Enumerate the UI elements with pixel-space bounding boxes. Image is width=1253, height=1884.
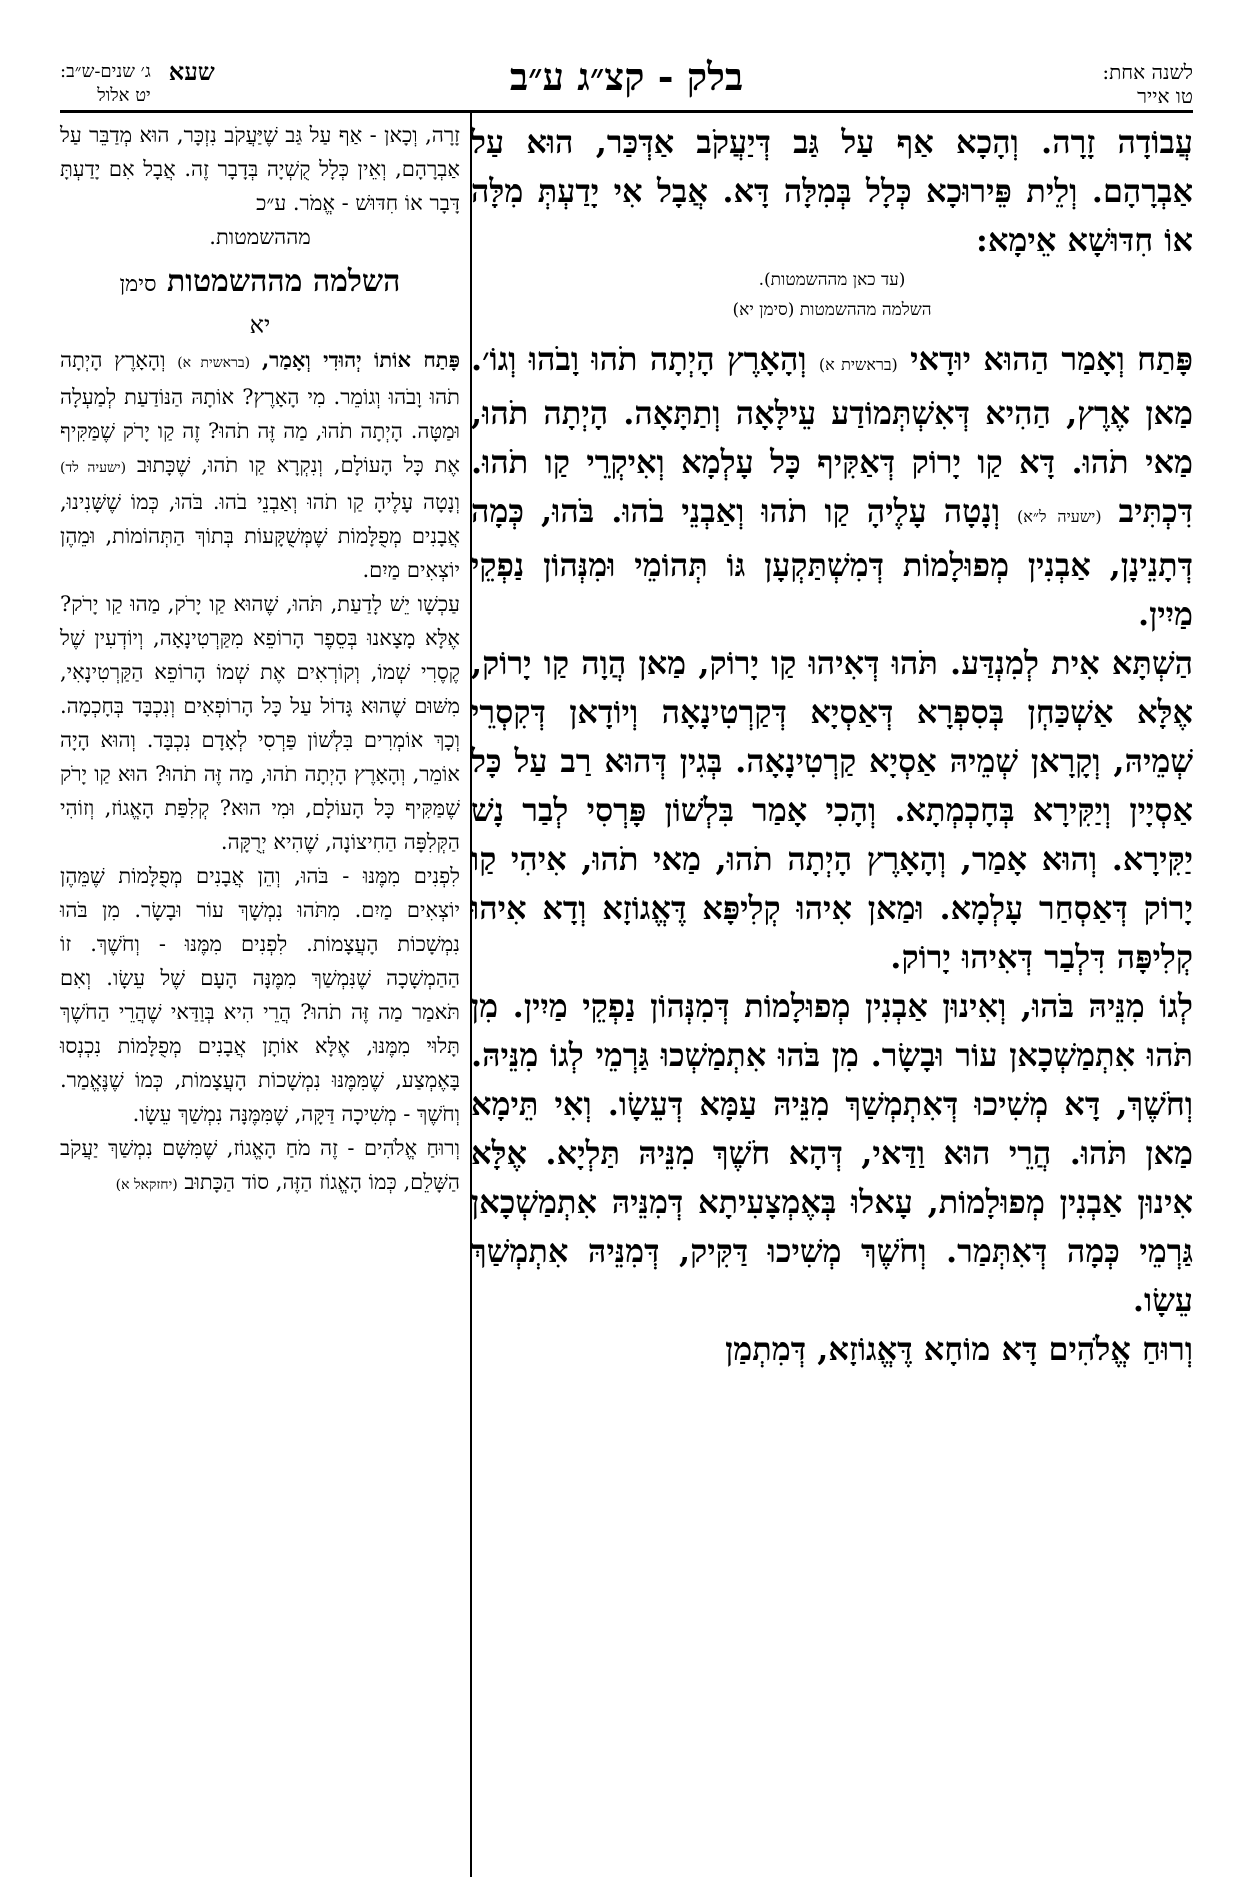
side-paragraph-1: זָרָה, וְכָאן - אַף עַל גַּב שֶׁיַּעֲקֹב נִזְכָּר, הוּא מְדַבֵּר עַל אַבְרָהָם, וְאֵין כְּלָל קֻשְׁיָה בְּדָבָר זֶה. אֲבָל אִם יָדַעְתָּ דָּבָר אוֹ חִדּוּשׁ - אֱמֹר. ע״כ (60, 123, 460, 215)
side-paragraph-2 (60, 343, 460, 587)
header-left-line1: ג׳ שנים-ש״ב: (60, 61, 151, 82)
header-right-line2: טו אייר (1137, 84, 1193, 108)
main-p2-a: פָּתַח וְאָמַר הַהוּא יוּדָאי (910, 340, 1193, 378)
header-left (60, 57, 215, 108)
main-p2-ref1: (בראשית א) (818, 355, 898, 374)
main-p2-b: וְהָאָרֶץ הָיְתָה תֹהוּ וָבֹהוּ וְגוֹ׳. מַאן אֶרֶץ, הַהִיא דְּאִשְׁתְּמוֹדַע עֵילָּאָה וְתַתָּאָה. הָיְתָה תֹהוּ, מַאי תֹהוּ. דָּא קַו יָרוֹק דְּאַקִּיף כָּל עָלְמָא וְאִיקְרֵי קַו תֹהוּ. דִּכְתִּיב (471, 340, 1194, 530)
side-paragraph-4: לִפְנִים מִמֶּנּוּ - בֹּהוּ, וְהֵן אֲבָנִים מְפֻלָּמוֹת שֶׁמֵּהֶן יוֹצְאִים מַיִם. מִתֹּהוּ נִמְשָׁךְ עוֹר וּבָשָׂר. מִן בֹּהוּ נִמְשָׁכוֹת הָעֲצָמוֹת. לִפְנִים מִמֶּנּוּ - וְחֹשֶׁךְ. זוֹ הַהַמְשָׁכָה שֶׁנִּמְשַׁךְ מִמֶּנָּה הָעָם שֶׁל עֵשָׂו. וְאִם תֹּאמַר מַה זֶּה תֹהוּ? הֲרֵי הִיא בְּוַדַּאי שֶׁהֲרֵי הַחֹשֶׁךְ תָּלוּי מִמֶּנּוּ, אֶלָּא אוֹתָן אֲבָנִים מְפֻלָּמוֹת נִכְנְסוּ בָּאֶמְצַע, שֶׁמִּמֶּנּוּ נִמְשָׁכוֹת הָעֲצָמוֹת, כְּמוֹ שֶׁנֶּאֱמַר. וְחֹשֶׁךְ - מְשִׁיכָה דַּקָּה, שֶׁמִּמֶּנָּה נִמְשַׁךְ עֵשָׂו. (60, 864, 460, 1126)
side-p2-b: וְהָאָרֶץ הָיְתָה תֹהוּ וָבֹהוּ וְגוֹמֵר. מִי הָאָרֶץ? אוֹתָהּ הַנּוֹדַעַת לְמַעְלָה וּמַטָּה. הָיְתָה תֹהוּ, מַה זֶּה תֹהוּ? זֶה קַו יָרֹק שֶׁמַּקִּיף אֶת כָּל הָעוֹלָם, וְנִקְרָא קַו תֹהוּ, שֶׁכָּתוּב (60, 348, 460, 477)
page-title: בלק - קצ״ג ע״ב (509, 54, 744, 99)
commentary-column (60, 118, 460, 1202)
header-right-line1: לשנה אחת: (1102, 60, 1193, 84)
side-section-title (60, 260, 460, 307)
main-paragraph-3: הַשְׁתָּא אִית לְמִנְדַּע. תֹּהוּ דְּאִיהוּ קַו יָרוֹק, מַאן הֲוָה קַו יָרוֹק, אֶלָּא אַשְׁכַּחְן בְּסִפְרָא דְּאַסְיָא דְּקַרְטִינָאָה וְיוֹדָאן דְּקִסְרֵי שְׁמֵיהּ, וְקָרָאן שְׁמֵיהּ אַסְיָא קַרְטִינָאָה. בְּגִין דְּהוּא רַב עַל כָּל אַסְיָין וְיַקִּירָא בְּחָכְמְתָא. וְהָכִי אָמַר בִּלְשׁוֹן פָּרְסִי לְבַר נָשׁ יַקִּירָא. וְהוּא אָמַר, וְהָאָרֶץ הָיְתָה תֹהוּ, מַאי תֹהוּ, אִיהִי קַו יָרוֹק דְּאַסְחַר עָלְמָא. וּמַאן אִיהוּ קְלִיפָּא דֶּאֱגוֹזָא וְדָא אִיהוּ קְלִיפָּה דִּלְבַר דְּאִיהוּ יָרוֹק. (471, 644, 1193, 976)
side-paragraph-3: עַכְשָׁו יֵשׁ לָדַעַת, תֹּהוּ, שֶׁהוּא קַו יָרֹק, מַהוּ קַו יָרֹק? אֶלָּא מָצָאנוּ בְּסֵפֶר הָרוֹפֵא מִקַּרְטִינָאָה, וְיוֹדְעִין שֶׁל קֶסֶרִי שְׁמוֹ, וְקוֹרְאִים אֶת שְׁמוֹ הָרוֹפֵא הַקַּרְטִינָאִי, מִשּׁוּם שֶׁהוּא גָּדוֹל עַל כָּל הָרוֹפְאִים וְנִכְבָּד בְּחָכְמָה. וְכָךְ אוֹמְרִים בִּלְשׁוֹן פַּרְסִי לְאָדָם נִכְבָּד. וְהוּא הָיָה אוֹמֵר, וְהָאָרֶץ הָיְתָה תֹהוּ, מַה זֶּה תֹהוּ? הוּא קַו יָרֹק שֶׁמַּקִּיף כָּל הָעוֹלָם, וּמִי הוּא? קְלִפַּת הָאֱגוֹז, וְזוֹהִי הַקְּלִפָּה הַחִיצוֹנָה, שֶׁהִיא יְרֻקָּה. (60, 592, 460, 854)
main-p2-c: וְנָטָה עָלֶיהָ קַו תֹהוּ וְאַבְנֵי בֹהוּ. בֹּהוּ, כְּמָה דְּתָנֵינָן, אַבְנִין מְפוּלָמוֹת דְּמִשְׁתַּקְעָן גּוֹ תְּהוֹמֵי וּמִנְּהוֹן נַפְקֵי מַיִין. (471, 492, 1193, 633)
side-paragraph-1-end: מההשמטות. (209, 225, 311, 249)
main-note-end: (עד כאן מההשמטות). (758, 270, 906, 290)
side-section-title-text: השלמה מההשמטות (166, 264, 401, 299)
side-p2-c: וְנָטָה עָלֶיהָ קַו תֹהוּ וְאַבְנֵי בֹהוּ. בֹּהוּ, כְּמוֹ שֶׁשָּׁנִינוּ, אֲבָנִים מְפֻלָּמוֹת שֶׁמְּשֻׁקָּעוֹת בְּתוֹךְ הַתְּהוֹמוֹת, וּמֵהֶן יוֹצְאִים מַיִם. (60, 490, 460, 582)
header-left-line2: יט אלול (97, 85, 151, 106)
page-number: שעא (168, 57, 215, 86)
main-paragraph-2 (471, 335, 1193, 639)
side-p5-ref: (יחזקאל א) (115, 1177, 178, 1193)
side-p2-a: פָּתַח אוֹתוֹ יְהוּדִי וְאָמַר, (261, 347, 460, 372)
main-p2-ref2: (ישעיה ל״א) (1017, 507, 1102, 526)
side-paragraph-5 (60, 1131, 460, 1202)
side-p2-ref2: (ישעיה לד) (60, 460, 127, 476)
main-column (471, 118, 1193, 1374)
main-section-label: השלמה מההשמטות (סימן יא) (732, 300, 932, 320)
side-section-number: יא (249, 311, 271, 339)
main-paragraph-5: וְרוּחַ אֱלֹהִים דָּא מוֹחָא דֶּאֱגוֹזָא, דְּמִתְמַן (725, 1330, 1193, 1368)
side-section-word: סימן (119, 272, 157, 297)
main-paragraph-1: עֲבוֹדָה זָרָה. וְהָכָא אַף עַל גַּב דְּיַעֲקֹב אַדְּכַּר, הוּא עַל אַבְרָהָם. וְלֵית פֵּירוּכָא כְּלָל בְּמִלָּה דָּא. אֲבָל אִי יָדַעְתְּ מִלָּה אוֹ חִדּוּשָׁא אֵימָא: (471, 123, 1193, 259)
side-p5-a: וְרוּחַ אֱלֹהִים - זֶה מֹחַ הָאֱגוֹז, שֶׁמִּשָּׁם נִמְשַׁךְ יַעֲקֹב הַשָּׁלֵם, כְּמוֹ הָאֱגוֹז הַזֶּה, סוֹד הַכָּתוּב (60, 1136, 460, 1194)
page-header (60, 56, 1193, 113)
side-p2-ref1: (בראשית א) (177, 355, 251, 371)
main-paragraph-4: לְגוֹ מִנֵּיהּ בֹּהוּ, וְאִינוּן אַבְנִין מְפוּלָמוֹת דְּמִנְּהוֹן נַפְקֵי מַיִין. מִן תֹּהוּ אִתְמַשְׁכָאן עוֹר וּבָשָׂר. מִן בֹּהוּ אִתְמַשְׁכוּ גַּרְמֵי לְגוֹ מִנֵּיהּ. וְחֹשֶׁךְ, דָּא מְשִׁיכוּ דְּאִתְמְשַׁךְ מִנֵּיהּ עַמָּא דְּעֵשָׂו. וְאִי תֵּימָא מַאן תֹּהוּ. הֲרֵי הוּא וַדַּאי, דְּהָא חֹשֶׁךְ מִנֵּיהּ תַּלְיָא. אֶלָּא אִינוּן אַבְנִין מְפוּלָמוֹת, עָאלוּ בְּאֶמְצָעִיתָא דְּמִנֵּיהּ אִתְמַשְׁכָאן גַּרְמֵי כְּמָה דְּאִתְּמַר. וְחֹשֶׁךְ מְשִׁיכוּ דַּקִּיק, דְּמִנֵּיהּ אִתְמְשַׁךְ עֵשָׂו. (471, 987, 1194, 1319)
